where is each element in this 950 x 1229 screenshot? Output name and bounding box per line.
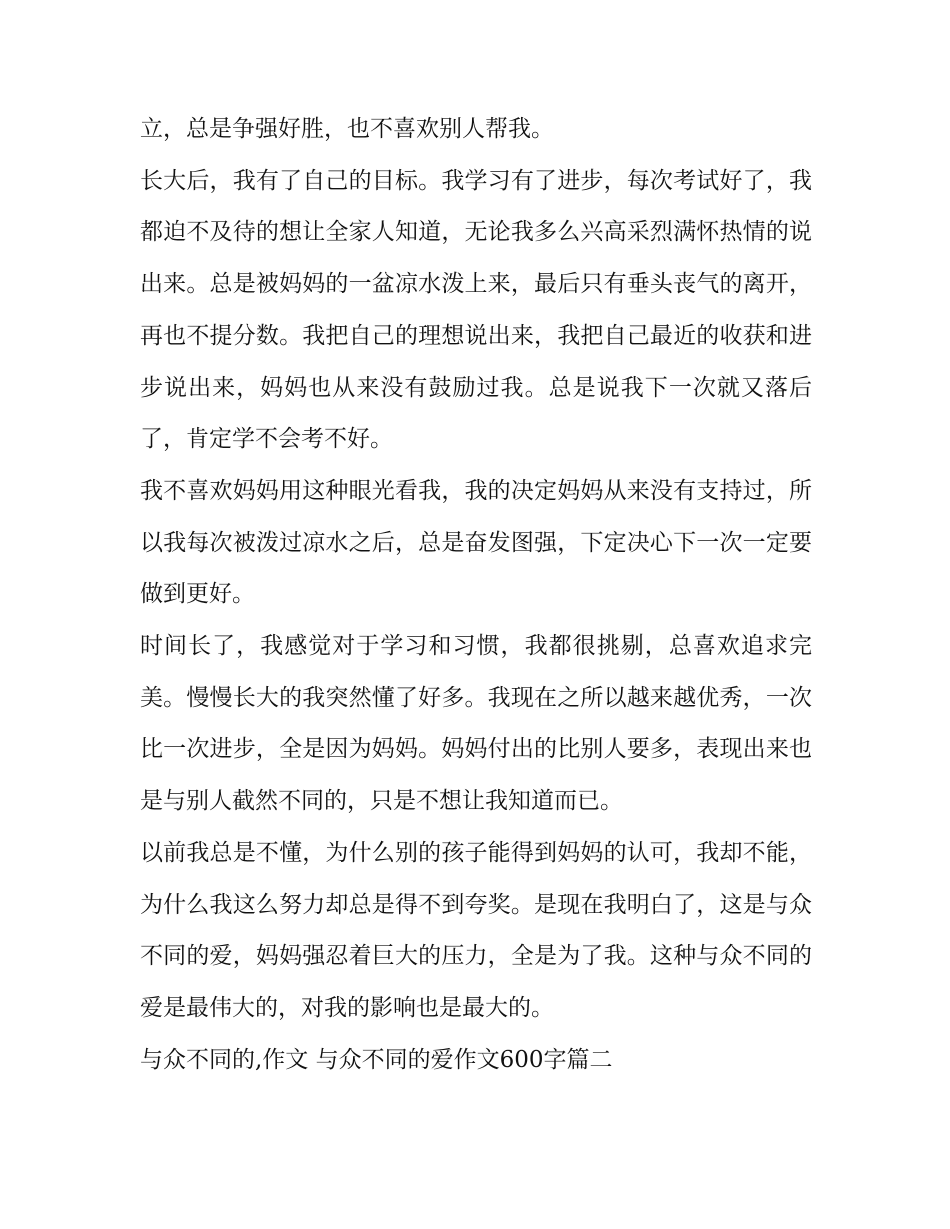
paragraph-1: 立，总是争强好胜，也不喜欢别人帮我。 bbox=[140, 116, 554, 142]
paragraph-3: 我不喜欢妈妈用这种眼光看我，我的决定妈妈从来没有支持过，所以我每次被泼过凉水之后，总是奋发图强，下定决心下一次一定要做到更好。 bbox=[140, 477, 812, 608]
document-body bbox=[140, 104, 812, 1086]
paragraph-4: 时间长了，我感觉对于学习和习惯，我都很挑剔，总喜欢追求完美。慢慢长大的我突然懂了好多。我现在之所以越来越优秀，一次比一次进步，全是因为妈妈。妈妈付出的比别人要多，表现出来也是与别人截然不同的，只是不想让我知道而已。 bbox=[140, 633, 812, 815]
paragraph-5: 以前我总是不懂，为什么别的孩子能得到妈妈的认可，我却不能，为什么我这么努力却总是得不到夸奖。是现在我明白了，这是与众不同的爱，妈妈强忍着巨大的压力，全是为了我。这种与众不同的爱是最伟大的，对我的影响也是最大的。 bbox=[140, 839, 812, 1021]
section-heading: 与众不同的,作文 与众不同的爱作文600字篇二 bbox=[140, 1046, 613, 1073]
paragraph-2: 长大后，我有了自己的目标。我学习有了进步，每次考试好了，我都迫不及待的想让全家人知道，无论我多么兴高采烈满怀热情的说出来。总是被妈妈的一盆凉水泼上来，最后只有垂头丧气的离开，再也不提分数。我把自己的理想说出来，我把自己最近的收获和进步说出来，妈妈也从来没有鼓励过我。总是说我下一次就又落后了，肯定学不会考不好。 bbox=[140, 167, 812, 453]
